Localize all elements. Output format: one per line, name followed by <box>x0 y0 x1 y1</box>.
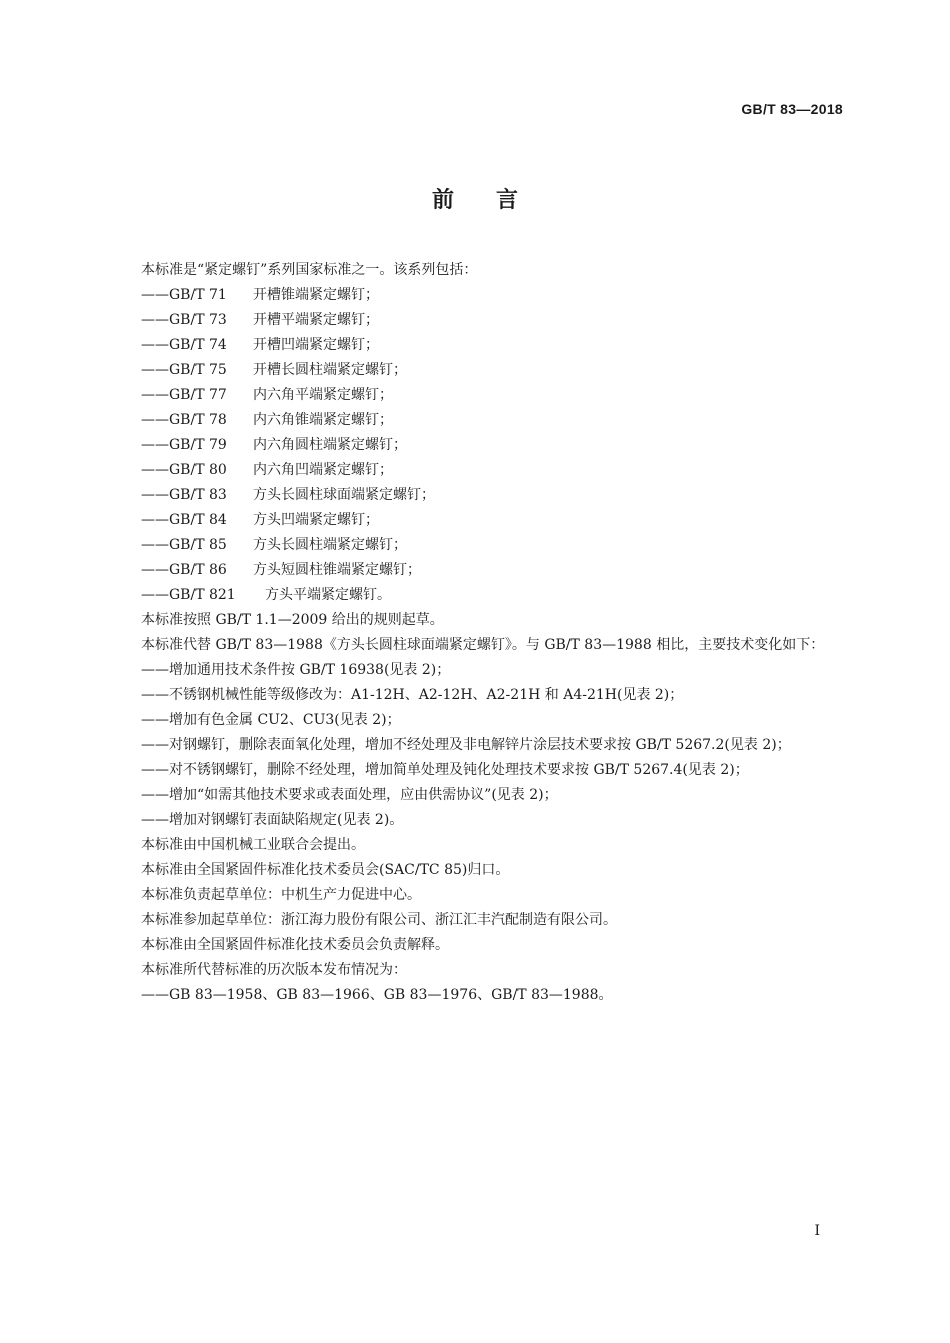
series-item: ——GB/T 84 方头凹端紧定螺钉； <box>141 512 379 528</box>
history-intro-paragraph: 本标准所代替标准的历次版本发布情况为： <box>141 962 407 978</box>
series-item: ——GB/T 75 开槽长圆柱端紧定螺钉； <box>141 362 407 378</box>
change-item: ——增加对钢螺钉表面缺陷规定(见表 2)。 <box>141 812 404 828</box>
change-item: ——不锈钢机械性能等级修改为：A1-12H、A2-12H、A2-21H 和 A4-21H(见表 2)； <box>141 687 684 703</box>
page-title: 前言 <box>431 188 560 213</box>
series-list <box>108 283 844 608</box>
changes-list <box>108 658 844 833</box>
series-item: ——GB/T 74 开槽凹端紧定螺钉； <box>141 337 379 353</box>
series-item: ——GB/T 73 开槽平端紧定螺钉； <box>141 312 379 328</box>
series-item: ——GB/T 79 内六角圆柱端紧定螺钉； <box>141 437 407 453</box>
change-item: ——增加有色金属 CU2、CU3(见表 2)； <box>141 712 401 728</box>
proposed-by-paragraph: 本标准由中国机械工业联合会提出。 <box>141 837 365 853</box>
standard-number-header: GB/T 83—2018 <box>741 101 843 117</box>
series-item: ——GB/T 86 方头短圆柱锥端紧定螺钉； <box>141 562 421 578</box>
series-item: ——GB/T 71 开槽锥端紧定螺钉； <box>141 287 379 303</box>
intro-paragraph: 本标准是“紧定螺钉”系列国家标准之一。该系列包括： <box>141 262 478 278</box>
foreword-body <box>108 258 844 1008</box>
series-item: ——GB/T 83 方头长圆柱球面端紧定螺钉； <box>141 487 435 503</box>
change-item: ——对钢螺钉，删除表面氧化处理，增加不经处理及非电解锌片涂层技术要求按 GB/T 5267.2(见表 2)； <box>141 737 791 753</box>
history-item: ——GB 83—1958、GB 83—1966、GB 83—1976、GB/T 83—1988。 <box>141 987 613 1003</box>
series-item: ——GB/T 77 内六角平端紧定螺钉； <box>141 387 393 403</box>
replaces-paragraph: 本标准代替 GB/T 83—1988《方头长圆柱球面端紧定螺钉》。与 GB/T 83—1988 相比，主要技术变化如下： <box>141 637 825 653</box>
series-item: ——GB/T 821 方头平端紧定螺钉。 <box>141 587 391 603</box>
change-item: ——对不锈钢螺钉，删除不经处理，增加简单处理及钝化处理技术要求按 GB/T 5267.4(见表 2)； <box>141 762 749 778</box>
page-number: I <box>814 1223 820 1239</box>
change-item: ——增加“如需其他技术要求或表面处理，应由供需协议”(见表 2)； <box>141 787 558 803</box>
participants-paragraph: 本标准参加起草单位：浙江海力股份有限公司、浙江汇丰汽配制造有限公司。 <box>141 912 617 928</box>
interpretation-paragraph: 本标准由全国紧固件标准化技术委员会负责解释。 <box>141 937 449 953</box>
centralized-by-paragraph: 本标准由全国紧固件标准化技术委员会(SAC/TC 85)归口。 <box>141 862 510 878</box>
series-item: ——GB/T 78 内六角锥端紧定螺钉； <box>141 412 393 428</box>
series-item: ——GB/T 85 方头长圆柱端紧定螺钉； <box>141 537 407 553</box>
series-item: ——GB/T 80 内六角凹端紧定螺钉； <box>141 462 393 478</box>
drafting-rule-paragraph: 本标准按照 GB/T 1.1—2009 给出的规则起草。 <box>141 612 444 628</box>
chief-drafter-paragraph: 本标准负责起草单位：中机生产力促进中心。 <box>141 887 421 903</box>
change-item: ——增加通用技术条件按 GB/T 16938(见表 2)； <box>141 662 451 678</box>
